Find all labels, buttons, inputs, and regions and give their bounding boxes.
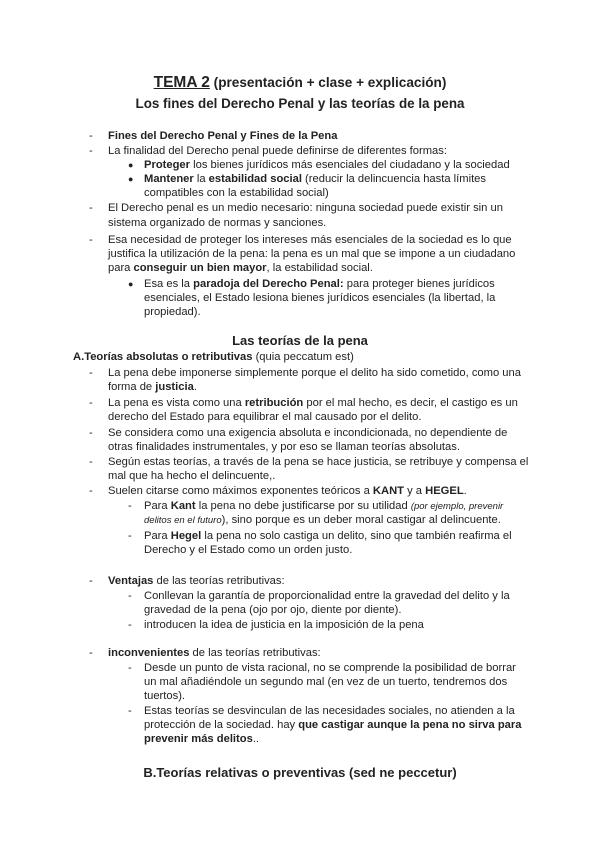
dash-marker: - <box>89 397 93 409</box>
intro-bullet-3-cont2: propiedad). <box>144 306 201 318</box>
dash-marker: - <box>89 234 93 246</box>
dash-marker: - <box>128 530 132 542</box>
teoria-a-line-1b: forma de justicia. <box>108 381 197 393</box>
ventaja-1a: Conllevan la garantía de proporcionalidad entre la gravedad del delito y la <box>144 590 510 602</box>
section-heading-teorias-relativas: B.Teorías relativas o preventivas (sed ne peccetur) <box>143 765 457 780</box>
intro-line-4b: justifica la utilización de la pena: la pena es un mal que se impone a un ciudadano <box>108 248 516 260</box>
intro-line-4a: Esa necesidad de proteger los intereses más esenciales de la sociedad es lo que <box>108 234 512 246</box>
dash-marker: - <box>128 590 132 602</box>
inconvenientes-heading: inconvenientes de las teorías retributivas: <box>108 647 321 659</box>
title-rest: (presentación + clase + explicación) <box>209 75 447 90</box>
inconveniente-1a: Desde un punto de vista racional, no se comprende la posibilidad de borrar <box>144 662 516 674</box>
page-title <box>0 75 600 91</box>
inconveniente-2a: Estas teorías se desvinculan de las necesidades sociales, no atienden a la <box>144 705 515 717</box>
dash-marker: - <box>128 619 132 631</box>
intro-line-4c: para conseguir un bien mayor, la estabilidad social. <box>108 262 373 274</box>
intro-line-1: Fines del Derecho Penal y Fines de la Pena <box>108 130 338 142</box>
dash-marker: - <box>128 500 132 512</box>
intro-bullet-1: Proteger los bienes jurídicos más esenciales del ciudadano y la sociedad <box>144 159 510 171</box>
intro-line-3a: El Derecho penal es un medio necesario: ninguna sociedad puede existir sin un <box>108 202 503 214</box>
dash-marker: - <box>89 202 93 214</box>
ventajas-heading: Ventajas de las teorías retributivas: <box>108 575 285 587</box>
intro-line-3b: sistema organizado de normas y sanciones. <box>108 217 327 229</box>
teoria-a-line-5: Suelen citarse como máximos exponentes teóricos a KANT y a HEGEL. <box>108 485 467 497</box>
teoria-a-line-3b: otras finalidades instrumentales, y por eso se llaman teorías absolutas. <box>108 441 460 453</box>
dash-marker: - <box>89 130 93 142</box>
kant-line-1: Para Kant la pena no debe justificarse por su utilidad (por ejemplo, prevenir <box>144 500 504 512</box>
dash-marker: - <box>128 705 132 717</box>
inconveniente-1c: tuertos). <box>144 690 186 702</box>
title-main: TEMA 2 <box>153 74 210 91</box>
inconveniente-1b: un mal añadiéndole un segundo mal (en vez de un tuerto, tendremos dos <box>144 676 508 688</box>
ventaja-1b: gravedad de la pena (ojo por ojo, diente por diente). <box>144 604 402 616</box>
section-heading-teorias: Las teorías de la pena <box>232 333 368 348</box>
dash-marker: - <box>89 575 93 587</box>
dash-marker: - <box>89 367 93 379</box>
subsection-a-heading: A.Teorías absolutas o retributivas (quia peccatum est) <box>73 351 354 363</box>
teoria-a-line-2a: La pena es vista como una retribución por el mal hecho, es decir, el castigo es un <box>108 397 518 409</box>
teoria-a-line-3a: Se considera como una exigencia absoluta e incondicionada, no dependiente de <box>108 427 508 439</box>
intro-line-2: La finalidad del Derecho penal puede definirse de diferentes formas: <box>108 145 447 157</box>
dash-marker: - <box>89 145 93 157</box>
dash-marker: - <box>89 456 93 468</box>
ventaja-2: introducen la idea de justicia en la imposición de la pena <box>144 619 424 631</box>
intro-bullet-3: Esa es la paradoja del Derecho Penal: para proteger bienes jurídicos <box>144 278 495 290</box>
dash-marker: - <box>89 647 93 659</box>
page-subtitle: Los fines del Derecho Penal y las teorías de la pena <box>135 96 465 111</box>
bullet-marker: ● <box>128 174 134 184</box>
teoria-a-line-4a: Según estas teorías, a través de la pena se hace justicia, se retribuye y compensa el <box>108 456 529 468</box>
dash-marker: - <box>89 427 93 439</box>
bullet-marker: ● <box>128 279 134 289</box>
inconveniente-2c: prevenir más delitos.. <box>144 733 260 745</box>
intro-bullet-3-cont1: esenciales, el Estado lesiona bienes jurídicos esenciales (la libertad, la <box>144 292 496 304</box>
dash-marker: - <box>89 485 93 497</box>
intro-bullet-2-cont: compatibles con la estabilidad social) <box>144 187 329 199</box>
hegel-line-1: Para Hegel la pena no solo castiga un delito, sino que también reafirma el <box>144 530 512 542</box>
dash-marker: - <box>128 662 132 674</box>
intro-bullet-2: Mantener la estabilidad social (reducir la delincuencia hasta límites <box>144 173 486 185</box>
inconveniente-2b: protección de la sociedad. hay que castigar aunque la pena no sirva para <box>144 719 522 731</box>
teoria-a-line-2b: derecho del Estado para equilibrar el mal causado por el delito. <box>108 411 422 423</box>
teoria-a-line-1a: La pena debe imponerse simplemente porque el delito ha sido cometido, como una <box>108 367 521 379</box>
teoria-a-line-4b: mal que ha hecho el delincuente,. <box>108 470 276 482</box>
bullet-marker: ● <box>128 160 134 170</box>
kant-line-2: delitos en el futuro), sino porque es un deber moral castigar al delincuente. <box>144 514 501 526</box>
hegel-line-2: Derecho y el Estado como un orden justo. <box>144 544 353 556</box>
